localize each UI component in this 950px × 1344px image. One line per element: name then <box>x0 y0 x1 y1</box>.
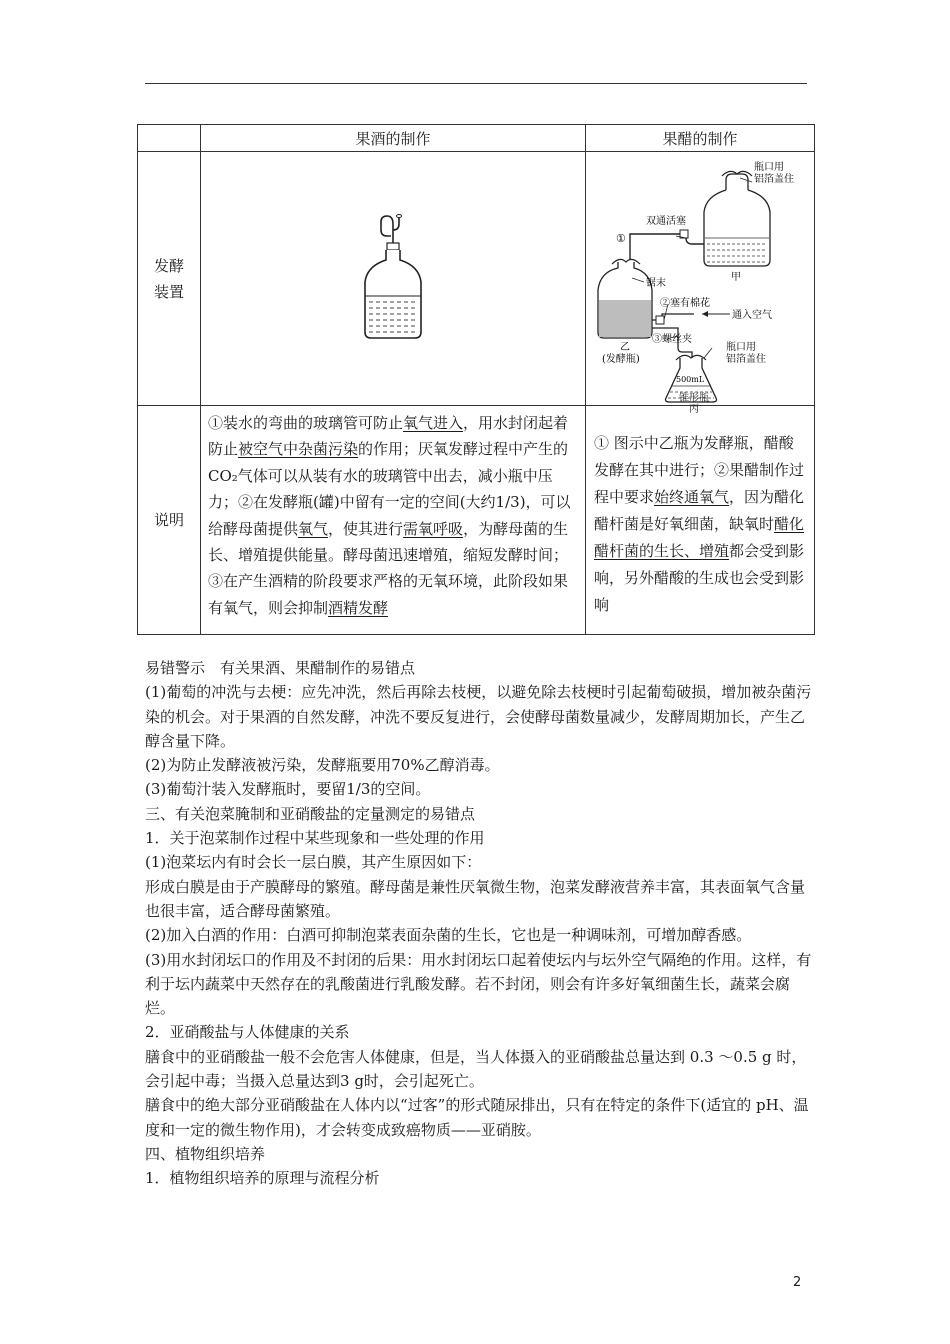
label-air-in: 通入空气 <box>732 310 772 321</box>
description-row <box>138 406 815 635</box>
paragraph: (1)泡菜坛内有时会长一层白膜，其产生原因如下： <box>145 853 482 872</box>
wine-apparatus-cell <box>201 152 586 406</box>
vinegar-apparatus-cell <box>586 152 815 415</box>
description-label: 说明 <box>138 406 201 635</box>
paragraph: 膳食中的绝大部分亚硝酸盐在人体内以“过客”的形式随尿排出，只有在特定的条件下(适宜的 pH、温度和一定的微生物作用)，才会转变成致癌物质——亚硝胺。 <box>145 1096 809 1139</box>
vinegar-desc-text-1: ① 图示中乙瓶为发酵瓶，醋酸发酵在其中进行；②果醋制作过程中要求 <box>594 434 805 506</box>
label-bottle-mouth-bing-1: 瓶口用 <box>726 342 756 353</box>
label-bottle-mouth-bing-2: 铝箔盖住 <box>726 354 766 365</box>
label-n1: ① <box>616 232 626 245</box>
page-number: 2 <box>793 1275 802 1290</box>
label-clamp: ③螺丝夹 <box>652 334 692 345</box>
body-text <box>145 656 815 1191</box>
vinegar-desc-key-1: 始终通氧气 <box>654 488 730 506</box>
wine-desc-key-5: 酒精发酵 <box>328 598 389 617</box>
paragraph: (1)葡萄的冲洗与去梗：应先冲洗，然后再除去枝梗，以避免除去枝梗时引起葡萄破损，增加被杂菌污染的机会。对于果酒的自然发酵，冲洗不要反复进行，会使酵母菌数量减少，发酵周期加长，产生乙醇含量下降。 <box>145 683 812 750</box>
subsection-heading: 1．关于泡菜制作过程中某些现象和一些处理的作用 <box>145 829 485 848</box>
wine-desc-text-4: ，使其进行 <box>328 519 404 538</box>
paragraph: (2)加入白酒的作用：白酒可抑制泡菜表面杂菌的生长，它也是一种调味剂，可增加醇香感。 <box>145 926 752 945</box>
apparatus-label-line1: 发酵 <box>153 256 184 275</box>
apparatus-label-line2: 装置 <box>153 282 184 301</box>
vinegar-desc-text-2: ，因为醋化醋杆菌是好氧细菌，缺氧时 <box>594 488 805 533</box>
label-bottle-mouth-jia-1: 瓶口用 <box>754 162 784 173</box>
header-fruit-wine: 果酒的制作 <box>201 125 586 152</box>
apparatus-label <box>138 152 201 406</box>
label-sawdust: 锯末 <box>646 278 666 289</box>
subsection-heading: 1．植物组织培养的原理与流程分析 <box>145 1169 380 1188</box>
wine-desc-text-2: ，用水封闭起着防止 <box>208 414 569 459</box>
wine-desc-text-3: 的作用；厌氧发酵过程中产生的CO₂气体可以从装有水的玻璃管中出去，减小瓶中压力；②在发酵瓶(罐)中留有一定的空间(大约1/3)，可以给酵母菌提供 <box>208 440 571 538</box>
paragraph-warning-title: 易错警示 有关果酒、果醋制作的易错点 <box>145 659 416 677</box>
label-double-valve: 双通活塞 <box>646 216 686 227</box>
label-volume: 500mL <box>676 375 705 384</box>
label-yi-sub: (发酵瓶) <box>602 354 640 365</box>
label-cotton: ②塞有棉花 <box>660 298 710 309</box>
label-flask-2: 丙 <box>689 404 699 415</box>
header-fruit-vinegar: 果醋的制作 <box>586 125 815 152</box>
subsection-heading: 2．亚硝酸盐与人体健康的关系 <box>145 1023 350 1042</box>
apparatus-row <box>138 152 815 406</box>
section-heading: 三、有关泡菜腌制和亚硝酸盐的定量测定的易错点 <box>145 804 476 823</box>
label-bottle-mouth-jia-2: 铝箔盖住 <box>754 174 794 185</box>
vinegar-fermentation-diagram <box>586 152 815 405</box>
label-yi: 乙 <box>620 342 630 353</box>
paragraph: (2)为防止发酵液被污染，发酵瓶要用70%乙醇消毒。 <box>145 756 500 775</box>
paragraph: (3)葡萄汁装入发酵瓶时，要留1/3的空间。 <box>145 780 431 799</box>
wine-desc-text-1: ①装水的弯曲的玻璃管可防止 <box>208 414 404 432</box>
vinegar-desc-text-3: 都会受到影响，另外醋酸的生成也会受到影响 <box>594 542 805 614</box>
wine-desc-key-1: 氧气进入 <box>403 414 464 432</box>
label-flask-1: 锥形瓶 <box>679 393 709 404</box>
wine-desc-key-4: 需氧呼吸 <box>403 519 464 538</box>
header-blank-cell <box>138 125 201 152</box>
wine-fermentation-bottle-diagram <box>353 210 433 340</box>
table-header-row <box>138 125 815 152</box>
wine-desc-key-3: 氧气 <box>298 519 329 538</box>
fermentation-table <box>137 124 815 635</box>
vinegar-desc-key-2: 醋化醋杆菌的生长、增殖 <box>594 515 805 560</box>
paragraph: 膳食中的亚硝酸盐一般不会危害人体健康，但是，当人体摄入的亚硝酸盐总量达到 0.3 ～0.5 g 时，会引起中毒；当摄入总量达到3 g时，会引起死亡。 <box>145 1047 807 1091</box>
paragraph: 形成白膜是由于产膜酵母的繁殖。酵母菌是兼性厌氧微生物，泡菜发酵液营养丰富，其表面氧气含量也很丰富，适合酵母菌繁殖。 <box>145 877 806 920</box>
vinegar-description <box>586 406 815 635</box>
wine-description <box>201 406 586 635</box>
wine-desc-text-5: ，为酵母菌的生长、增殖提供能量。酵母菌迅速增殖，缩短发酵时间；③在产生酒精的阶段要求严格的无氧环境，此阶段如果有氧气，则会抑制 <box>208 519 569 617</box>
label-jia: 甲 <box>731 272 741 283</box>
header-rule <box>145 83 807 84</box>
wine-desc-key-2: 被空气中杂菌污染 <box>238 440 359 459</box>
section-heading: 四、植物组织培养 <box>145 1144 266 1163</box>
paragraph: (3)用水封闭坛口的作用及不封闭的后果：用水封闭坛口起着使坛内与坛外空气隔绝的作用。这样，有利于坛内蔬菜中天然存在的乳酸菌进行乳酸发酵。若不封闭，则会有许多好氧细菌生长，蔬菜会腐烂。 <box>145 950 812 1018</box>
